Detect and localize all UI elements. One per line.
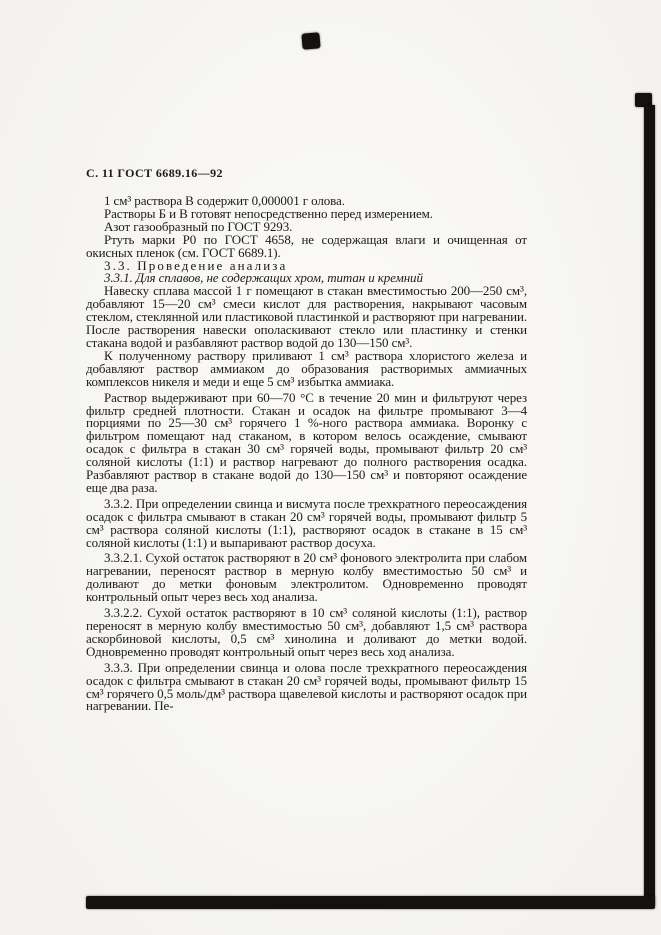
section-heading: 3.3.1. Для сплавов, не содержащих хром, титан и кремний: [104, 270, 423, 286]
section-heading: 3.3. Проведение анализа: [104, 257, 288, 273]
paragraph: 3.3.2.2. Сухой остаток растворяют в 10 см³ соляной кислоты (1:1), раствор переносят в мерную колбу вместимостью 50 см³, добавляют 1,5 см³ раствора аскорбиновой кислоты, 0,5 см³ хинолина и доливают до метки водой. Одновременно проводят контрольный опыт через весь ход анализа.: [86, 605, 527, 659]
paragraph: 3.3.3. При определении свинца и олова после трехкратного переосаждения осадок с фильтра смывают в стакан 20 см³ горячей воды, промывают фильтр 15 см³ горячего 0,5 моль/дм³ раствора щавелевой кислоты и растворяют осадок при нагревании. Пе-: [86, 659, 527, 714]
paragraph: Азот газообразный по ГОСТ 9293.: [104, 218, 293, 234]
scan-artifact-bottom-edge: [86, 896, 655, 909]
paragraph: Навеску сплава массой 1 г помещают в стакан вместимостью 200—250 см³, добавляют 15—20 см³ смеси кислот для растворения, накрывают часовым стеклом, стеклянной или пластиковой пластинкой и растворяют при нагревании. После растворения навески ополаскивают стекло или пластинку и стенки стакана водой и разбавляют раствор водой до 130—150 см³.: [86, 283, 527, 350]
paragraph: Ртуть марки Р0 по ГОСТ 4658, не содержащая влаги и очищенная от окисных пленок (см. ГОСТ 6689.1).: [86, 231, 527, 260]
paragraph: 3.3.2.1. Сухой остаток растворяют в 20 см³ фонового электролита при слабом нагревании, переносят раствор в мерную колбу вместимостью 50 см³ и доливают до метки фоновым электролитом. Одновременно проводят контрольный опыт через весь ход анализа.: [86, 550, 527, 605]
document-page: [86, 166, 527, 713]
page-header: С. 11 ГОСТ 6689.16—92: [86, 166, 223, 180]
paragraph: К полученному раствору приливают 1 см³ раствора хлористого железа и добавляют раствор аммиаком до образования растворимых аммиачных комплексов никеля и меди и еще 5 см³ избытка аммиака.: [86, 347, 527, 389]
paragraph: 3.3.2. При определении свинца и висмута после трехкратного переосаждения осадок с фильтра смывают в стакан 20 см³ горячей воды, промывают фильтр 5 см³ раствора соляной кислоты (1:1), растворяют осадок в стакане в 15 см³ соляной кислоты (1:1) и выпаривают раствор досуха.: [86, 495, 527, 550]
paragraph: 1 см³ раствора В содержит 0,000001 г олова.: [104, 193, 345, 208]
paragraph: Раствор выдерживают при 60—70 °С в течение 20 мин и фильтруют через фильтр средней плотности. Стакан и осадок на фильтре промывают 3—4 порциями по 25—30 см³ горячего 1 %-ного раствора аммиака. Воронку с фильтром помещают над стаканом, в котором велось осаждение, смывают осадок с фильтра в стакан 30 см³ горячей воды, промывают фильтр 20 см³ соляной кислоты (1:1) и раствор нагревают до полного растворения осадка. Разбавляют раствор в стакане водой до 130—150 см³ и повторяют осаждение еще два раза.: [86, 389, 527, 495]
scan-artifact-blob-top: [301, 32, 320, 50]
paragraph: Растворы Б и В готовят непосредственно перед измерением.: [104, 205, 433, 221]
document-body: [86, 195, 527, 713]
scan-artifact-right-edge: [644, 105, 655, 906]
